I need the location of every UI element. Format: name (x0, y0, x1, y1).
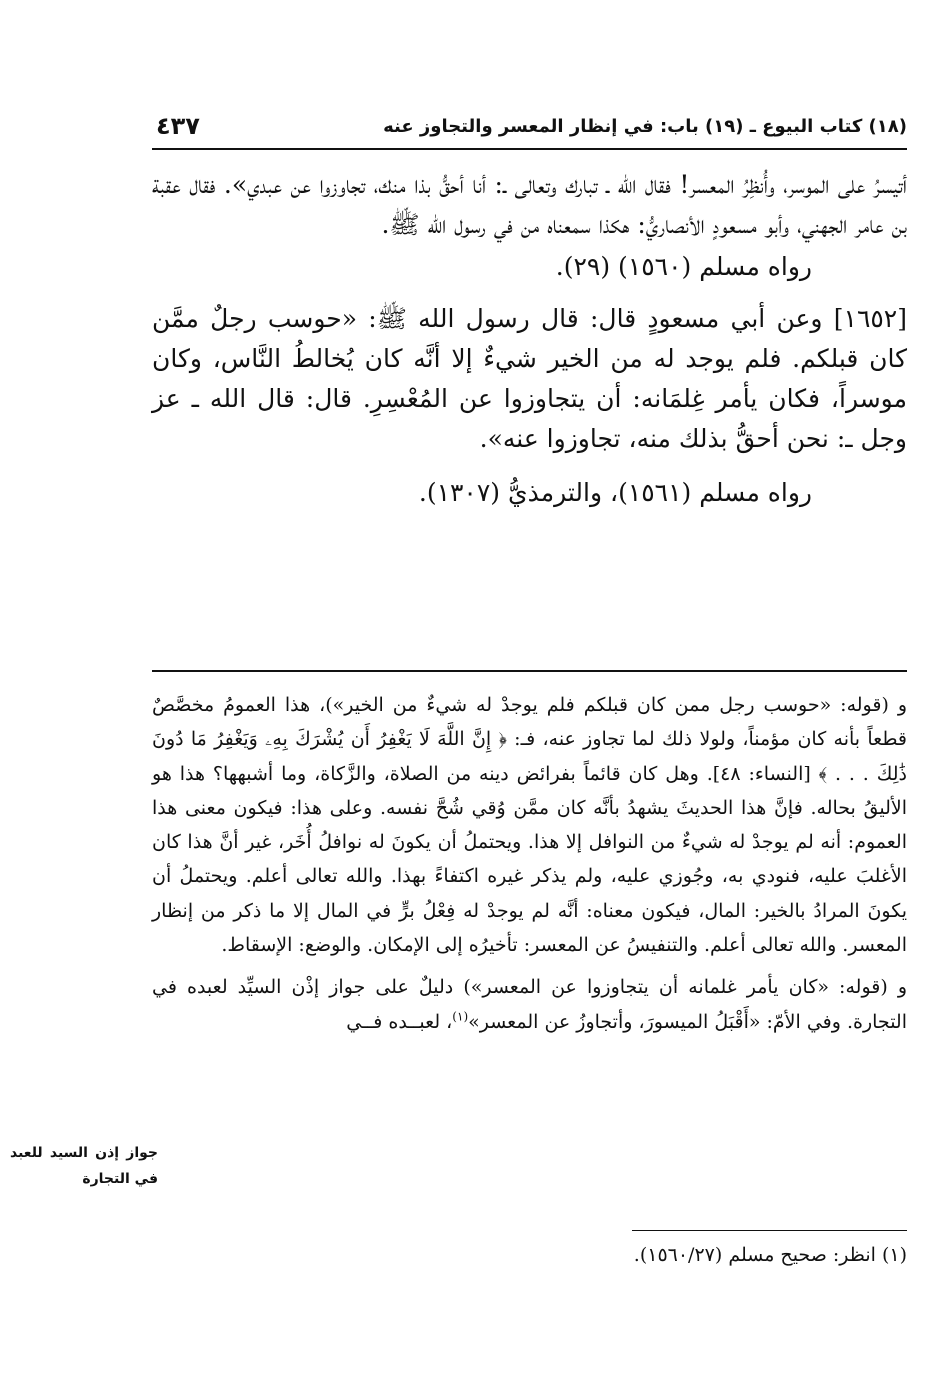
hadith-1-continuation: أتيسرُ على الموسر، وأُنظِرُ المعسر! فقال الله ـ تبارك وتعالى ـ: أنا أحقُّ بذا منك، تجاوزوا عن عبدي». فقال عقبة بن عامر الجهني، وأبو مسعودٍ الأنصاريُّ: هكذا سمعناه من في رسول الله ﷺ. (152, 170, 907, 239)
margin-note: جواز إذن السيد للعبد في التجارة (10, 1145, 158, 1187)
footnote-rule (632, 1230, 907, 1231)
page-header (152, 112, 907, 146)
footnote-reference: (١) (452, 1009, 469, 1024)
footnote: (١) انظر: صحيح مسلم (١٥٦٠/٢٧). (633, 1244, 907, 1266)
hadith-2-text: [١٦٥٢] وعن أبي مسعودٍ قال: قال رسول الله ﷺ: «حوسب رجلٌ ممَّن كان قبلكم. فلم يوجد له من الخير شيءٌ إلا أنَّه كان يُخالطُ النَّاس، وكان موسراً، فكان يأمر غِلمَانه: أن يتجاوزوا عن المُعْسِرِ. قال: قال الله ـ عز وجل ـ: نحن أحقُّ بذلك منه، تجاوزوا عنه». (152, 304, 907, 453)
hadith-1-source: رواه مسلم (١٥٦٠) (٢٩). (555, 252, 812, 281)
commentary-paragraph-2-tail: ، لعبــده فــي (346, 1010, 453, 1033)
hadith-2-source: رواه مسلم (١٥٦١)، والترمذيُّ (١٣٠٧). (418, 478, 812, 507)
commentary-text (152, 688, 907, 1039)
commentary-paragraph-2-text: و (قوله: «كان يأمر غلمانه أن يتجاوزوا عن المعسر») دليلٌ على جواز إذْن السيِّد لعبده في التجارة. وفي الأمّ: «أَقْبَلُ الميسورَ، وأتجاوزُ عن المعسر» (152, 976, 907, 1033)
commentary-divider (152, 670, 907, 672)
main-text (152, 165, 907, 513)
running-title: (١٨) كتاب البيوع ـ (١٩) باب: في إنظار المعسر والتجاوز عنه (383, 116, 907, 137)
header-rule (152, 148, 907, 150)
commentary-paragraph-1: و (قوله: «حوسب رجل ممن كان قبلكم فلم يوجدْ له شيءٌ من الخير»)، هذا العمومُ مخصَّصٌ قطعاً بأنه كان مؤمناً، ولولا ذلك لما تجاوز عنه، فـ: ﴿ إِنَّ اللَّهَ لَا يَغْفِرُ أَن يُشْرَكَ بِهِۦ وَيَغْفِرُ مَا دُونَ ذَٰلِكَ . . . ﴾ [النساء: ٤٨]. وهل كان قائماً بفرائض دينه من الصلاة، والزَّكاة، وما أشبهها؟ هذا هو الأليقُ بحاله. فإنَّ هذا الحديثَ يشهدُ بأنَّه كان ممَّن وُقي شُحَّ نفسه. وعلى هذا: فيكون معنى هذا العموم: أنه لم يوجدْ له شيءٌ من النوافل إلا هذا. ويحتملُ أن يكونَ له نوافلُ أُخَر، غير أنَّ هذا كان الأغلبَ عليه، فنودي به، وجُوزي عليه، ولم يذكر غيره اكتفاءً بهذا. والله تعالى أعلم. ويحتملُ أن يكونَ المرادُ بالخير: المال، فيكون معناه: أنَّه لم يوجدْ له فِعْلُ برٍّ في المال إلا ما ذكر من إنظار المعسر. والله تعالى أعلم. والتنفيسُ عن المعسر: تأخيرُه إلى الإمكان. والوضع: الإسقاط. (152, 694, 908, 957)
page-number: ٤٣٧ (156, 112, 200, 140)
commentary-paragraph-2 (152, 970, 907, 1039)
